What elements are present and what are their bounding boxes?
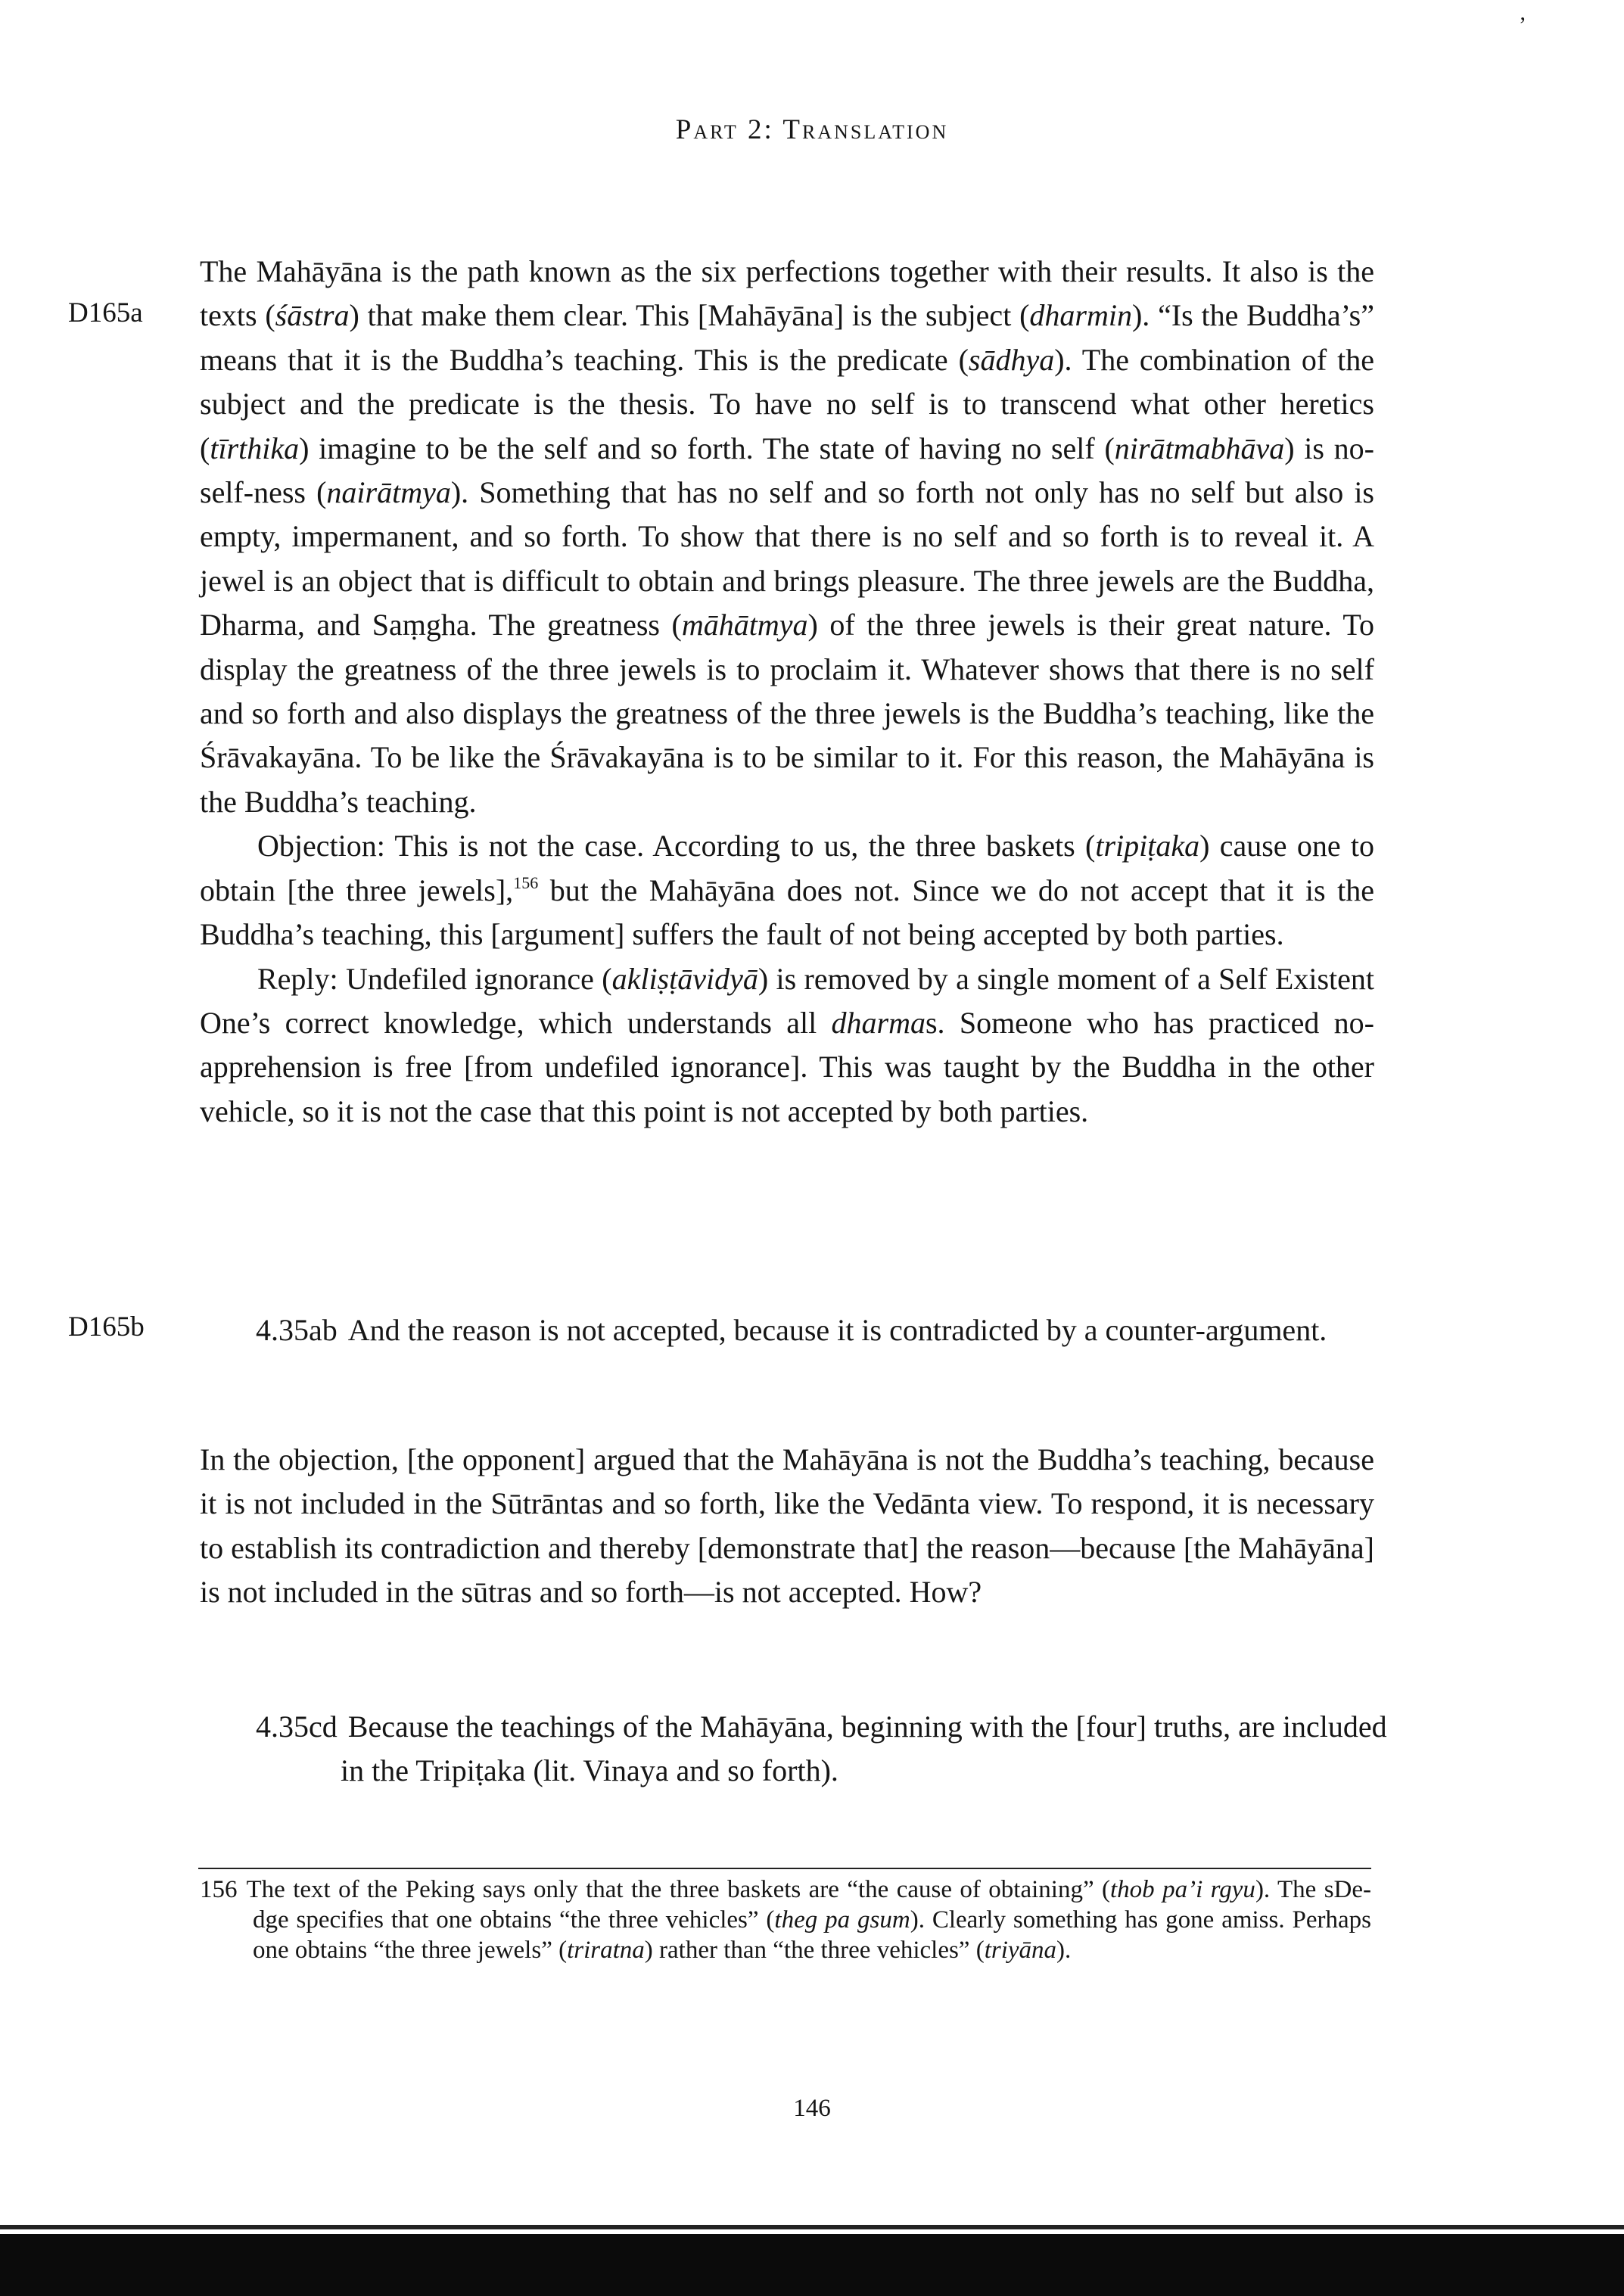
scan-bottom-edge bbox=[0, 2234, 1624, 2296]
margin-ref-d165b: D165b bbox=[68, 1311, 145, 1342]
footnote-number: 156 bbox=[200, 1876, 238, 1903]
paragraph-commentary: In the objection, [the opponent] argued that the Mahāyāna is not the Buddha’s teaching, because it is not included in the Sūtrāntas and so forth, like the Vedānta view. To respond, it is necessary to establish its contradiction and thereby [demonstrate that] the reason—because [the Mahāyāna] is not included in the sūtras and so forth—is not accepted. How? bbox=[200, 1442, 1374, 1610]
page-number: 146 bbox=[793, 2095, 831, 2122]
margin-ref-d165a: D165a bbox=[68, 297, 143, 328]
footnote-156: 156 The text of the Peking says only that the three baskets are “the cause of obtaining” (thob pa’i rgyu). The sDe-dge specifies that one obtains “the three vehicles” (theg pa gsum). Clearly something has gone amiss. Perhaps one obtains “the three jewels” (triratna) rather than “the three vehicles” (triyāna). bbox=[200, 1876, 1372, 1964]
main-text-block-2 bbox=[200, 1438, 1374, 1615]
scan-corner-mark: , bbox=[1520, 0, 1526, 25]
verse-text: Because the teachings of the Mahāyāna, beginning with the [four] truths, are included in the Tripiṭaka (lit. Vinaya and so forth). bbox=[341, 1710, 1387, 1787]
verse-number: 4.35cd bbox=[256, 1710, 338, 1744]
verse-4-35cd bbox=[256, 1705, 1408, 1793]
main-text-block-1 bbox=[200, 250, 1374, 1134]
paragraph-objection: Objection: This is not the case. According to us, the three baskets (tripiṭaka) cause one to obtain [the three jewels],$^{156}$ but the Mahāyāna does not. Since we do not accept that it is the Buddha’s teaching, this [argument] suffers the fault of not being accepted by both parties. bbox=[200, 829, 1374, 952]
verse-number: 4.35ab bbox=[256, 1313, 338, 1347]
paragraph-reply: Reply: Undefiled ignorance (akliṣṭāvidyā) is removed by a single moment of a Self Existent One’s correct knowledge, which understands all dharmas. Someone who has practiced no-apprehension is free [from undefiled ignorance]. This was taught by the Buddha in the other vehicle, so it is not the case that this point is not accepted by both parties. bbox=[200, 961, 1375, 1128]
scan-edge-line bbox=[0, 2225, 1624, 2229]
paragraph-argument: The Mahāyāna is the path known as the six perfections together with their results. It also is the texts (śāstra) that make them clear. This [Mahāyāna] is the subject (dharmin). “Is the Buddha’s” means that it is the Buddha’s teaching. This is the predicate (sādhya). The combination of the subject and the predicate is the thesis. To have no self is to transcend what other heretics (tīrthika) imagine to be the self and so forth. The state of having no self (nirātmabhāva) is no-self-ness (nairātmya). Something that has no self and so forth not only has no self but also is empty, impermanent, and so forth. To show that there is no self and so forth is to reveal it. A jewel is an object that is difficult to obtain and brings pleasure. The three jewels are the Buddha, Dharma, and Saṃgha. The greatness (māhātmya) of the three jewels is their great nature. To display the greatness of the three jewels is to proclaim it. Whatever shows that there is no self and so forth and also displays the greatness of the three jewels is the Buddha’s teaching, like the Śrāvakayāna. To be like the Śrāvakayāna is to be similar to it. For this reason, the Mahāyāna is the Buddha’s teaching. bbox=[200, 254, 1375, 819]
footnote-ref-156[interactable]: 156 bbox=[513, 873, 539, 892]
footnote-divider bbox=[198, 1868, 1371, 1869]
verse-4-35ab bbox=[256, 1308, 1408, 1352]
running-header: Part 2: Translation bbox=[675, 114, 949, 145]
verse-text: And the reason is not accepted, because it is contradicted by a counter-argument. bbox=[347, 1313, 1327, 1347]
